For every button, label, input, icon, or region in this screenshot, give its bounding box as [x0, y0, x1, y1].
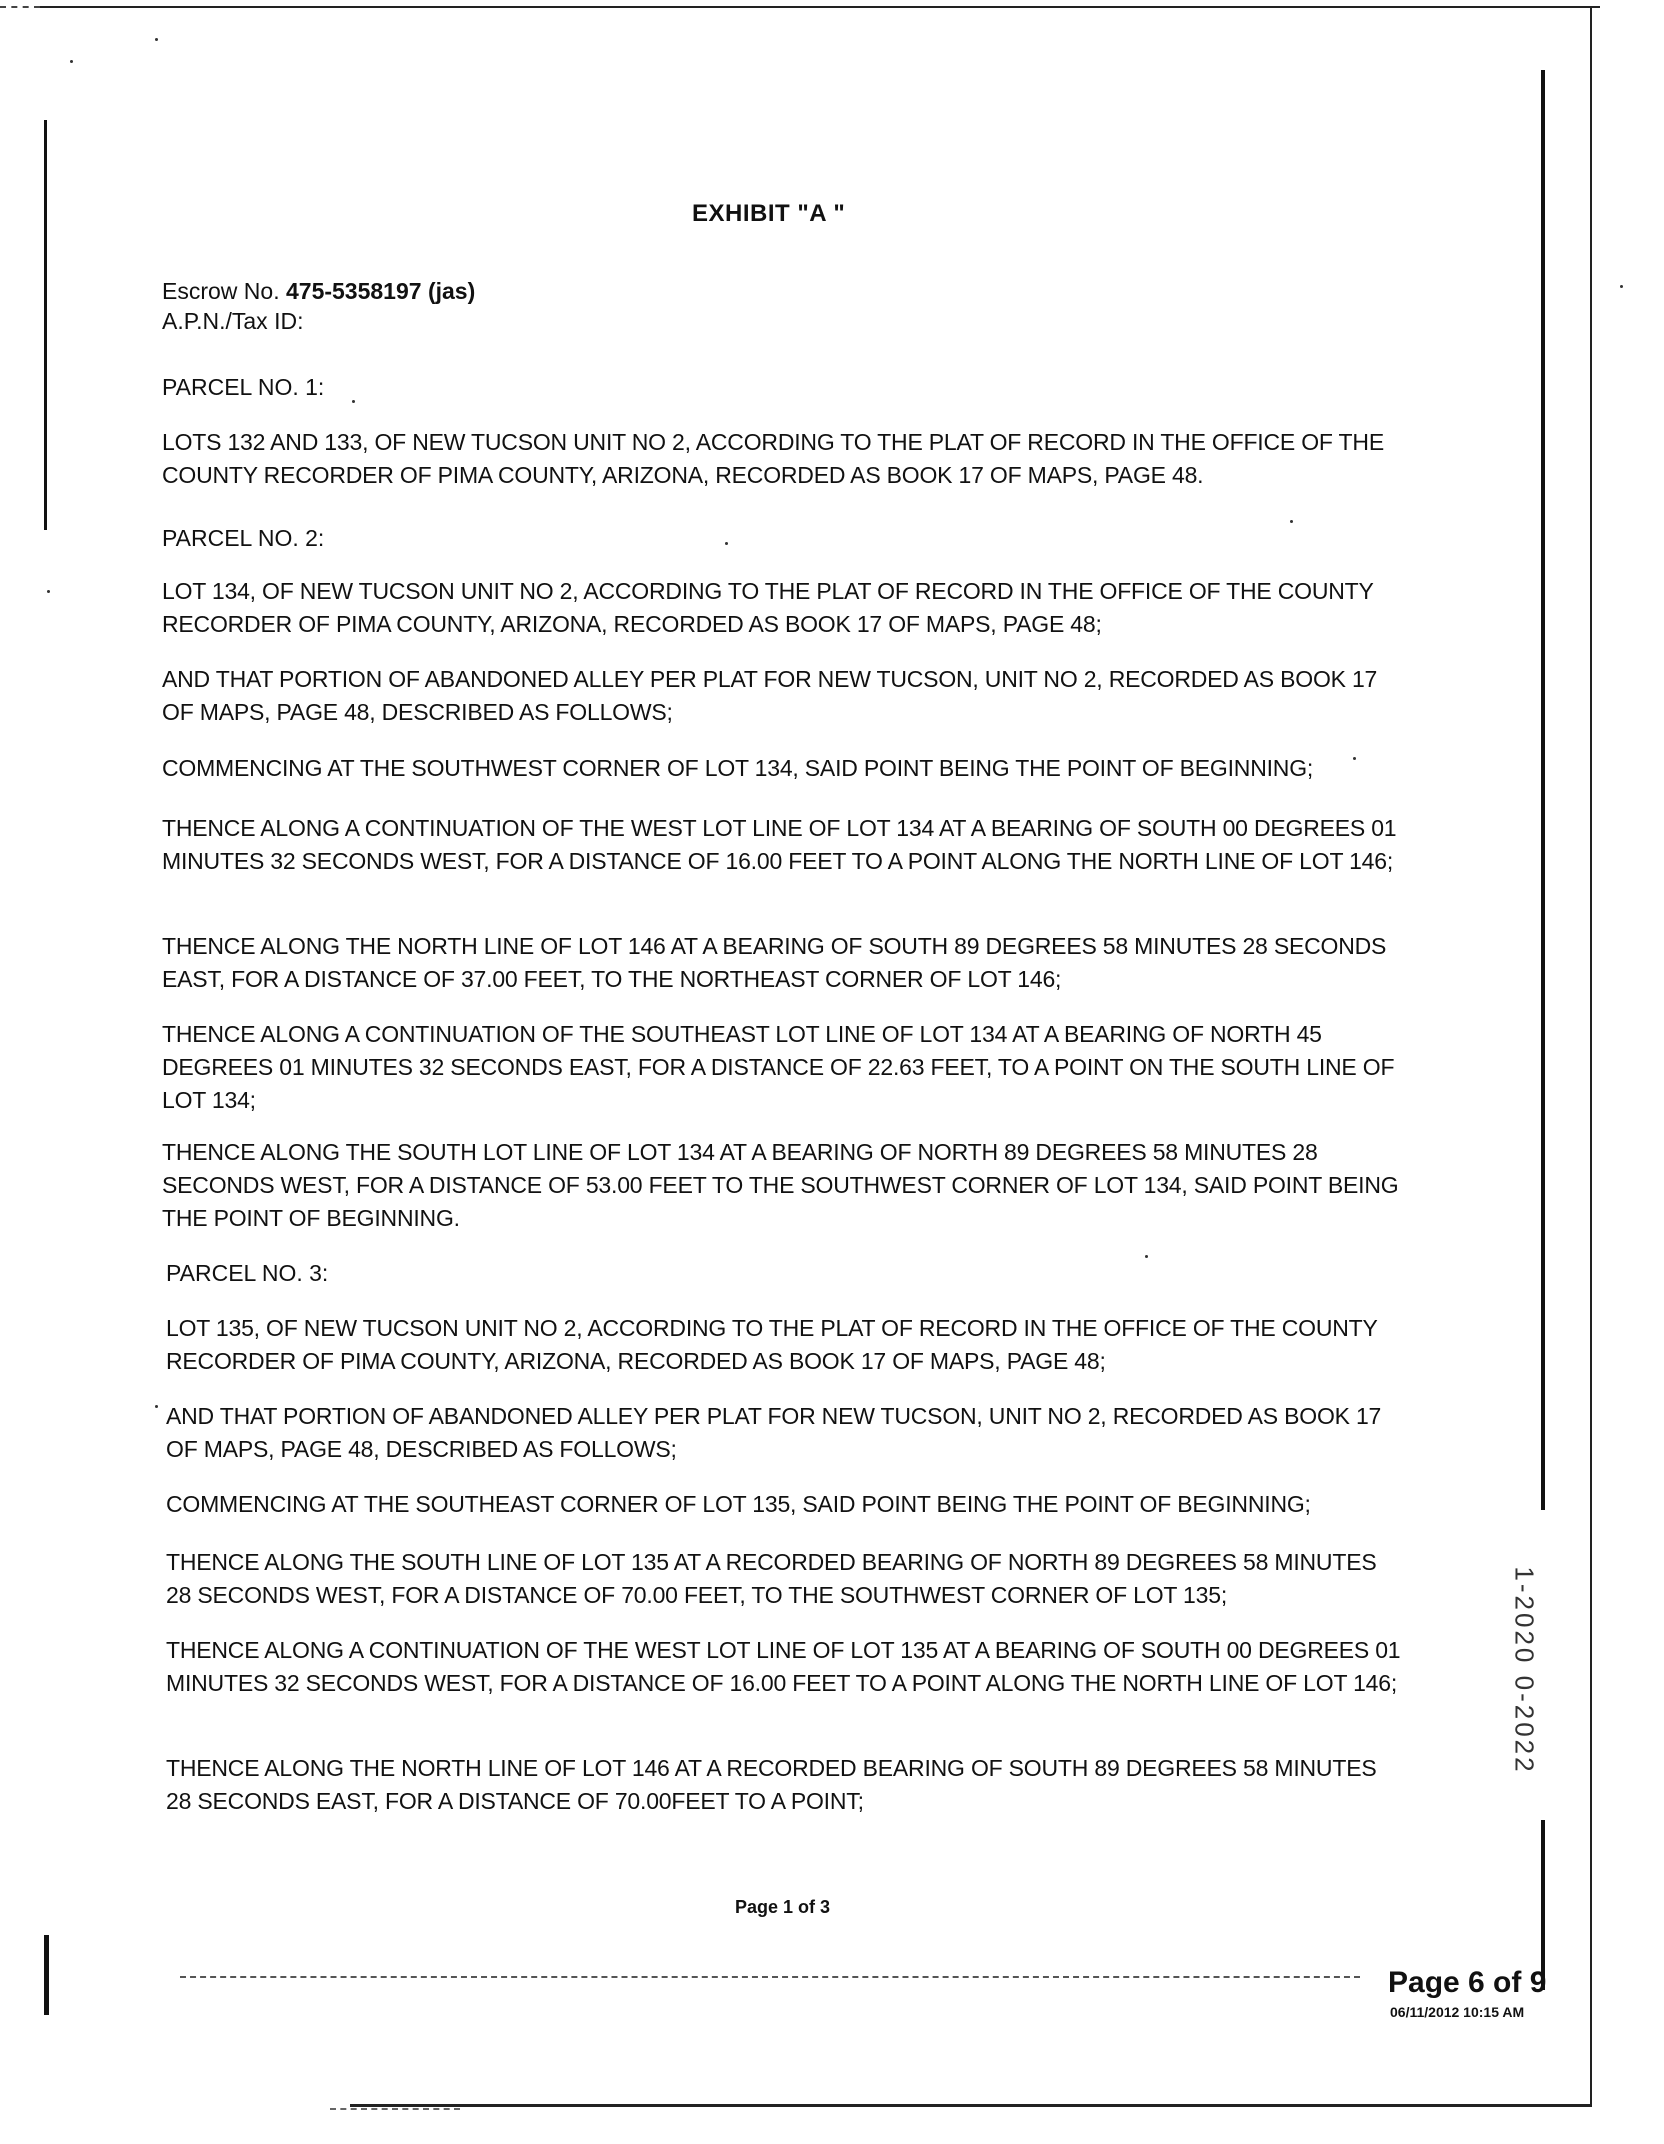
parcel-paragraph: COMMENCING AT THE SOUTHEAST CORNER OF LOT 135, SAID POINT BEING THE POINT OF BEGINNING;	[166, 1491, 1311, 1517]
scan-speck	[155, 38, 158, 41]
parcel-paragraph: COMMENCING AT THE SOUTHWEST CORNER OF LOT 134, SAID POINT BEING THE POINT OF BEGINNING;	[162, 755, 1314, 781]
scan-speck	[1145, 1255, 1148, 1258]
recording-side-stamp: 1-2020 0-2022	[1509, 1565, 1540, 1775]
escrow-line	[162, 274, 475, 308]
page-number: Page 1 of 3	[735, 1897, 831, 1917]
parcel-paragraph: THENCE ALONG THE SOUTH LOT LINE OF LOT 134 AT A BEARING OF NORTH 89 DEGREES 58 MINUTES 28 SECONDS WEST, FOR A DISTANCE OF 53.00 FEET TO THE SOUTHWEST CORNER OF LOT 134, SAID POINT BEING THE POINT OF BEGINNING.	[162, 1139, 1399, 1231]
scan-edge-bottom	[350, 2104, 1592, 2107]
scan-speck	[352, 400, 355, 403]
scan-speck	[70, 60, 73, 63]
parcel-paragraph: THENCE ALONG A CONTINUATION OF THE WEST LOT LINE OF LOT 135 AT A BEARING OF SOUTH 00 DEGREES 01 MINUTES 32 SECONDS WEST, FOR A DISTANCE OF 16.00 FEET TO A POINT ALONG THE NORTH LINE OF LOT 146;	[166, 1637, 1401, 1696]
scan-speck	[1290, 520, 1293, 523]
scan-left-bar	[44, 120, 47, 530]
scan-edge-top	[40, 6, 1600, 8]
parcel-paragraph: THENCE ALONG THE NORTH LINE OF LOT 146 AT A BEARING OF SOUTH 89 DEGREES 58 MINUTES 28 SECONDS EAST, FOR A DISTANCE OF 37.00 FEET, TO THE NORTHEAST CORNER OF LOT 146;	[162, 933, 1387, 992]
scan-speck	[155, 1405, 158, 1408]
parcel-paragraph: LOTS 132 AND 133, OF NEW TUCSON UNIT NO 2, ACCORDING TO THE PLAT OF RECORD IN THE OFFICE OF THE COUNTY RECORDER OF PIMA COUNTY, ARIZONA, RECORDED AS BOOK 17 OF MAPS, PAGE 48.	[162, 429, 1384, 488]
scan-speck	[1620, 285, 1623, 288]
parcel-paragraph: THENCE ALONG THE NORTH LINE OF LOT 146 AT A RECORDED BEARING OF SOUTH 89 DEGREES 58 MINUTES 28 SECONDS EAST, FOR A DISTANCE OF 70.00FEET TO A POINT;	[166, 1755, 1377, 1814]
escrow-label: Escrow No.	[162, 278, 286, 304]
scan-speck	[725, 542, 728, 545]
exhibit-title: EXHIBIT "A "	[692, 200, 846, 227]
scan-edge-bottom-dash	[330, 2108, 460, 2110]
parcel-paragraph: AND THAT PORTION OF ABANDONED ALLEY PER PLAT FOR NEW TUCSON, UNIT NO 2, RECORDED AS BOOK 17 OF MAPS, PAGE 48, DESCRIBED AS FOLLOWS;	[162, 666, 1378, 725]
scan-bottom-dash-row	[180, 1976, 1360, 1978]
scan-right-bar	[1541, 1820, 1545, 1990]
scan-left-bar	[44, 1935, 49, 2015]
parcel-paragraph: LOT 134, OF NEW TUCSON UNIT NO 2, ACCORDING TO THE PLAT OF RECORD IN THE OFFICE OF THE COUNTY RECORDER OF PIMA COUNTY, ARIZONA, RECORDED AS BOOK 17 OF MAPS, PAGE 48;	[162, 578, 1374, 637]
fax-page-indicator: Page 6 of 9	[1388, 1966, 1547, 1999]
scan-edge-dash	[0, 6, 40, 8]
scan-right-bar	[1541, 70, 1545, 1510]
fax-timestamp: 06/11/2012 10:15 AM	[1390, 2004, 1525, 2020]
apn-label: A.P.N./Tax ID:	[162, 308, 304, 334]
scan-speck	[47, 590, 50, 593]
parcel-paragraph: THENCE ALONG THE SOUTH LINE OF LOT 135 AT A RECORDED BEARING OF NORTH 89 DEGREES 58 MINUTES 28 SECONDS WEST, FOR A DISTANCE OF 70.00 FEET, TO THE SOUTHWEST CORNER OF LOT 135;	[166, 1549, 1377, 1608]
scan-edge-right	[1590, 6, 1592, 2106]
escrow-number: 475-5358197 (jas)	[285, 278, 476, 304]
parcel-heading: PARCEL NO. 2:	[162, 525, 325, 551]
parcel-heading: PARCEL NO. 1:	[162, 374, 325, 400]
parcel-paragraph: AND THAT PORTION OF ABANDONED ALLEY PER PLAT FOR NEW TUCSON, UNIT NO 2, RECORDED AS BOOK 17 OF MAPS, PAGE 48, DESCRIBED AS FOLLOWS;	[166, 1403, 1382, 1462]
parcel-paragraph: LOT 135, OF NEW TUCSON UNIT NO 2, ACCORDING TO THE PLAT OF RECORD IN THE OFFICE OF THE COUNTY RECORDER OF PIMA COUNTY, ARIZONA, RECORDED AS BOOK 17 OF MAPS, PAGE 48;	[166, 1315, 1378, 1374]
parcel-paragraph: THENCE ALONG A CONTINUATION OF THE WEST LOT LINE OF LOT 134 AT A BEARING OF SOUTH 00 DEGREES 01 MINUTES 32 SECONDS WEST, FOR A DISTANCE OF 16.00 FEET TO A POINT ALONG THE NORTH LINE OF LOT 146;	[162, 815, 1397, 874]
parcel-heading: PARCEL NO. 3:	[166, 1260, 329, 1286]
parcel-paragraph: THENCE ALONG A CONTINUATION OF THE SOUTHEAST LOT LINE OF LOT 134 AT A BEARING OF NORTH 45 DEGREES 01 MINUTES 32 SECONDS EAST, FOR A DISTANCE OF 22.63 FEET, TO A POINT ON THE SOUTH LINE OF LOT 134;	[162, 1021, 1395, 1113]
